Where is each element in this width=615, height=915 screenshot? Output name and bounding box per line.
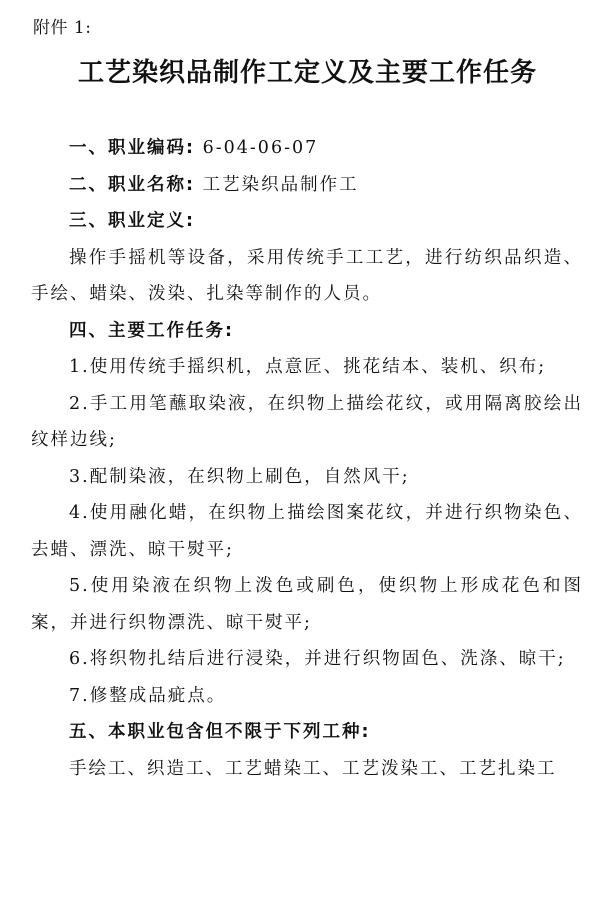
- task-item: 4.使用融化蜡，在织物上描绘图案花纹，并进行织物染色、去蜡、漂洗、晾干熨平;: [31, 503, 583, 560]
- section-definition-heading: 三、职业定义:: [69, 211, 195, 231]
- section-definition-text: 操作手摇机等设备，采用传统手工工艺，进行纺织品织造、手绘、蜡染、泼染、扎染等制作的人员。: [31, 247, 583, 304]
- document-body: [31, 130, 583, 787]
- document-title: 工艺染织品制作工定义及主要工作任务: [77, 58, 537, 88]
- section-code-value: 6-04-06-07: [202, 138, 319, 158]
- section-types-heading-line: [31, 714, 583, 751]
- annex-label: 附件 1:: [33, 18, 92, 38]
- section-code-heading: 一、职业编码:: [69, 138, 195, 158]
- section-definition-heading-line: [31, 203, 583, 240]
- task-item: 2.手工用笔蘸取染液，在织物上描绘花纹，或用隔离胶绘出纹样边线;: [31, 393, 583, 450]
- task-item: 1.使用传统手摇织机，点意匠、挑花结本、装机、织布;: [69, 357, 547, 377]
- section-types-heading: 五、本职业包含但不限于下列工种:: [69, 722, 371, 742]
- section-code: [31, 130, 583, 167]
- section-tasks-heading: 四、主要工作任务:: [69, 320, 234, 341]
- section-name-heading: 二、职业名称:: [69, 174, 195, 195]
- section-tasks-heading-line: [31, 313, 583, 350]
- section-name-value: 工艺染织品制作工: [202, 174, 359, 195]
- task-item: 7.修整成品疵点。: [69, 685, 227, 706]
- section-name: [31, 167, 583, 204]
- task-item: 6.将织物扎结后进行浸染，并进行织物固色、洗涤、晾干;: [69, 649, 566, 669]
- section-types-text: 手绘工、织造工、工艺蜡染工、工艺泼染工、工艺扎染工: [69, 758, 557, 779]
- task-item: 5.使用染液在织物上泼色或刷色，使织物上形成花色和图案，并进行织物漂洗、晾干熨平;: [31, 576, 583, 633]
- task-item: 3.配制染液，在织物上刷色，自然风干;: [69, 466, 410, 487]
